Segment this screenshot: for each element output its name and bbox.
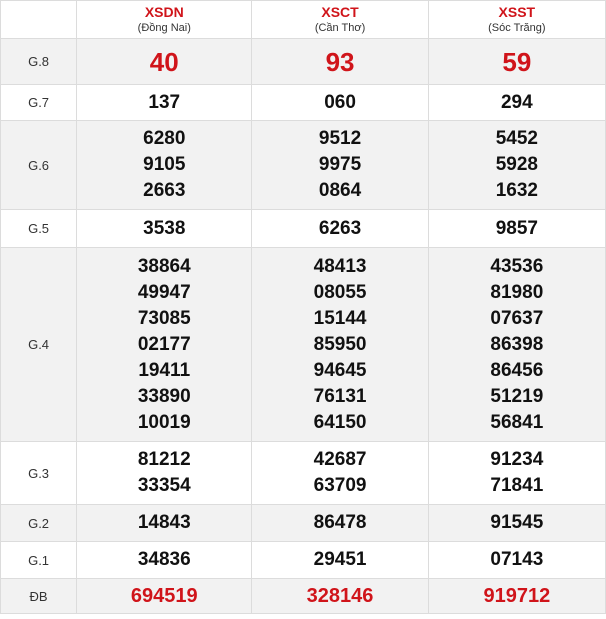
prize-number: 91545: [490, 512, 544, 533]
prize-cell: [428, 121, 605, 210]
prize-row-g1: [1, 542, 606, 579]
prize-label: G.4: [1, 248, 77, 442]
prize-cell: [428, 39, 605, 85]
prize-number: 2663: [143, 180, 186, 201]
prize-cell: [252, 210, 428, 248]
prize-number: 9512: [318, 128, 362, 149]
prize-number: 6263: [318, 217, 362, 239]
prize-row-g6: [1, 121, 606, 210]
prize-cell: [252, 579, 428, 614]
prize-number: 3538: [143, 217, 186, 239]
prize-cell: [77, 579, 252, 614]
prize-number: 81980: [490, 281, 544, 303]
prize-number: 49947: [137, 281, 191, 303]
prize-cell: [77, 39, 252, 85]
prize-cell: [77, 542, 252, 579]
prize-cell: [77, 210, 252, 248]
prize-number: 1632: [495, 180, 538, 201]
header-province-1[interactable]: [77, 1, 252, 39]
prize-cell: [252, 39, 428, 85]
prize-number: 91234: [490, 449, 544, 470]
prize-number: 9975: [318, 154, 362, 175]
prize-cell: [252, 442, 428, 505]
prize-number: 07637: [490, 307, 544, 329]
prize-number: 07143: [490, 549, 544, 570]
prize-number: 86398: [490, 333, 544, 355]
prize-cell: [428, 210, 605, 248]
prize-number: 40: [149, 46, 179, 77]
prize-number: 08055: [313, 281, 367, 303]
special-prize-number: 694519: [130, 585, 198, 607]
prize-number: 14843: [137, 512, 191, 533]
prize-number: 51219: [490, 385, 544, 407]
prize-label: G.1: [1, 542, 77, 579]
prize-number: 63709: [313, 475, 367, 496]
prize-row-g5: [1, 210, 606, 248]
prize-cell: [77, 442, 252, 505]
prize-number: 38864: [137, 255, 191, 277]
prize-number: 81212: [137, 449, 191, 470]
prize-cell: [428, 248, 605, 442]
prize-number: 71841: [490, 475, 544, 496]
prize-label: G.8: [1, 39, 77, 85]
prize-number: 0864: [318, 180, 362, 201]
prize-cell: [252, 248, 428, 442]
prize-label: G.2: [1, 505, 77, 542]
province-code: XSST: [498, 4, 536, 20]
prize-label: G.5: [1, 210, 77, 248]
prize-number: 64150: [313, 411, 367, 433]
prize-cell: [428, 542, 605, 579]
prize-row-g8: [1, 39, 606, 85]
prize-number: 02177: [137, 333, 191, 355]
prize-cell: [428, 505, 605, 542]
prize-number: 94645: [313, 359, 367, 381]
prize-number: 137: [148, 91, 181, 113]
header-row: [1, 1, 606, 39]
prize-cell: [77, 121, 252, 210]
prize-cell: [77, 505, 252, 542]
prize-number: 48413: [313, 255, 367, 277]
prize-cell: [252, 85, 428, 121]
prize-row-g7: [1, 85, 606, 121]
prize-label: G.3: [1, 442, 77, 505]
prize-number: 73085: [137, 307, 191, 329]
prize-number: 294: [500, 91, 533, 113]
prize-number: 76131: [313, 385, 367, 407]
province-name: (Sóc Trăng): [488, 22, 546, 34]
prize-number: 42687: [313, 449, 367, 470]
prize-number: 85950: [313, 333, 367, 355]
prize-cell: [252, 505, 428, 542]
prize-number: 33354: [137, 475, 191, 496]
prize-number: 33890: [137, 385, 191, 407]
prize-number: 43536: [490, 255, 544, 277]
prize-label: ĐB: [1, 579, 77, 614]
prize-row-g3: [1, 442, 606, 505]
header-province-2[interactable]: [252, 1, 428, 39]
prize-cell: [252, 542, 428, 579]
prize-number: 59: [502, 46, 532, 77]
prize-row-g4: [1, 248, 606, 442]
prize-number: 56841: [490, 411, 544, 433]
province-name: (Đồng Nai): [137, 22, 191, 34]
prize-cell: [77, 248, 252, 442]
prize-number: 86478: [313, 512, 367, 533]
prize-number: 15144: [313, 307, 367, 329]
prize-cell: [252, 121, 428, 210]
prize-row-g2: [1, 505, 606, 542]
province-code: XSCT: [321, 4, 359, 20]
prize-number: 6280: [143, 128, 186, 149]
prize-row-special: [1, 579, 606, 614]
prize-number: 34836: [137, 549, 191, 570]
prize-number: 5928: [495, 154, 538, 175]
prize-number: 9857: [495, 217, 538, 239]
prize-cell: [428, 85, 605, 121]
prize-cell: [428, 442, 605, 505]
header-province-3[interactable]: [428, 1, 605, 39]
prize-cell: [77, 85, 252, 121]
special-prize-number: 919712: [483, 585, 551, 607]
prize-label: G.6: [1, 121, 77, 210]
prize-number: 10019: [137, 411, 191, 433]
special-prize-number: 328146: [306, 585, 374, 607]
prize-number: 86456: [490, 359, 544, 381]
prize-number: 060: [324, 91, 356, 113]
prize-number: 9105: [143, 154, 186, 175]
prize-number: 93: [325, 46, 355, 77]
prize-cell: [428, 579, 605, 614]
prize-number: 29451: [313, 549, 367, 570]
province-code: XSDN: [144, 4, 184, 20]
prize-number: 5452: [495, 128, 538, 149]
province-name: (Cần Thơ): [314, 22, 366, 34]
header-corner: [1, 1, 77, 39]
prize-label: G.7: [1, 85, 77, 121]
prize-number: 19411: [138, 359, 191, 381]
